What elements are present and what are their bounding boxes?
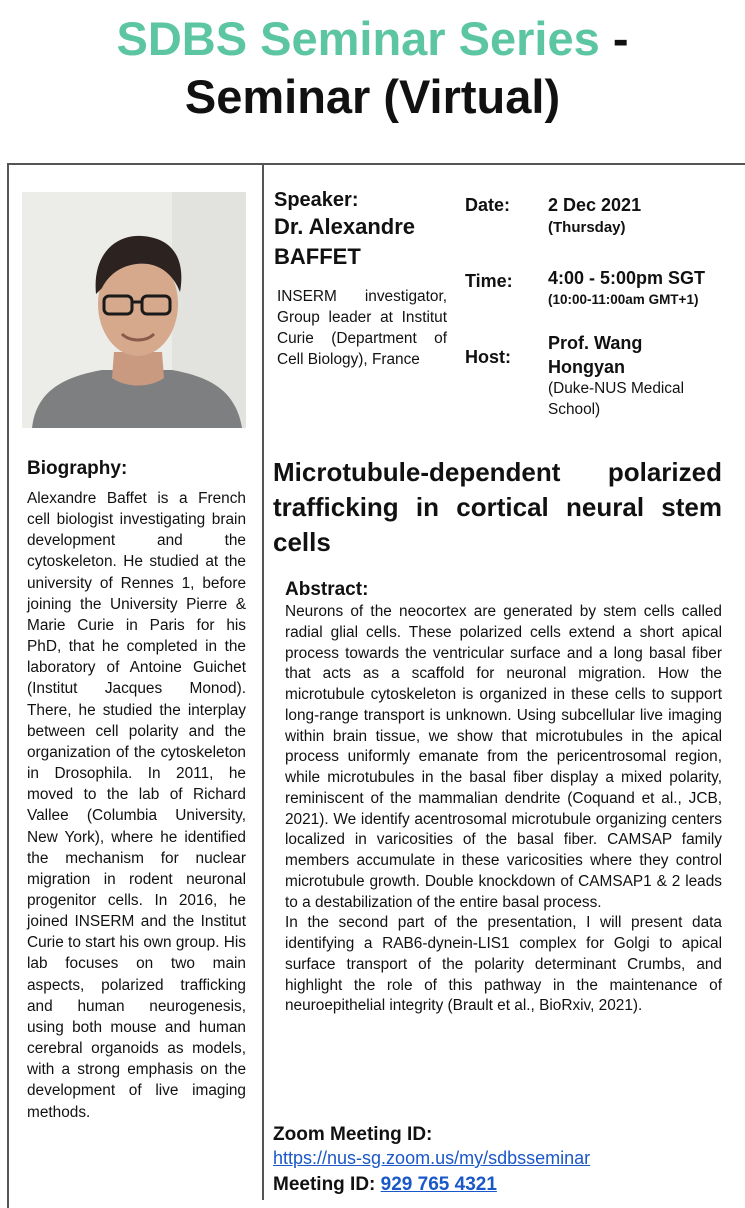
abstract-text <box>285 602 722 1017</box>
speaker-portrait-image <box>22 192 246 428</box>
abstract-paragraph-1: Neurons of the neocortex are generated by stem cells called radial glial cells. These polarized cells extend a short apical process towards the ventricular surface and a long basal fiber that acts as a scaffold for neuronal migration. How the microtubule cytoskeleton is organized in these cells to support long-range transport is unknown. Using subcellular live imaging within brain tissue, we show that microtubules in the apical process uniformly emanate from the pericentrosomal region, while microtubules in the basal fiber display a mixed polarity, reminiscent of the mammalian dendrite (Coquand et al., JCB, 2021). We identify acentrosomal microtubule organizing centers localized in varicosities of the basal fiber. CAMSAP family members accumulate in these varicosities where they control microtubule growth. Double knockdown of CAMSAP1 & 2 leads to a destabilization of the entire basal process. <box>285 603 722 911</box>
date-value: 2 Dec 2021 <box>548 195 642 215</box>
host-label: Host: <box>465 347 511 367</box>
time-alt: (10:00-11:00am GMT+1) <box>548 292 699 307</box>
meeting-id-value[interactable]: 929 765 4321 <box>380 1174 497 1195</box>
abstract-paragraph-2: In the second part of the presentation, I will present data identifying a RAB6-dynein-LIS1 complex for Golgi to apical surface transport of the polarity determinant Crumbs, and highlight the role of this pathway in the maintenance of neuroepithelial integrity (Brault et al., BioRxiv, 2021). <box>285 914 722 1015</box>
meeting-id-label: Meeting ID: <box>273 1174 381 1195</box>
speaker-name: Dr. Alexandre BAFFET <box>274 214 416 269</box>
speaker-label: Speaker: <box>274 189 359 211</box>
time-value: 4:00 - 5:00pm SGT <box>548 268 706 288</box>
column-divider <box>262 163 264 1200</box>
date-label: Date: <box>465 195 511 215</box>
time-label: Time: <box>465 271 513 291</box>
meeting-id-line <box>273 1174 497 1196</box>
talk-title: Microtubule-dependent polarized trafficking in cortical neural stem cells <box>273 457 722 557</box>
speaker-affiliation: INSERM investigator, Group leader at Institut Curie (Department of Cell Biology), France <box>277 288 447 368</box>
biography-heading: Biography: <box>27 458 128 479</box>
host-institution: (Duke-NUS Medical School) <box>548 380 684 418</box>
title-dash: - <box>599 12 629 65</box>
biography-text: Alexandre Baffet is a French cell biologist investigating brain development and the cytoskeleton. He studied at the university of Rennes 1, before joining the University Pierre & Marie Curie in Paris for his PhD, that he completed in the laboratory of Antoine Guichet (Institut Jacques Monod). There, he studied the interplay between cell polarity and the organization of the cytoskeleton in Drosophila. In 2011, he moved to the lab of Richard Vallee (Columbia University, New York), where he identified the mechanism for nuclear migration in rodent neuronal progenitor cells. In 2016, he joined INSERM and the Institut Curie to start his own group. His lab focuses on two main aspects, polarized trafficking and human neurogenesis, using both mouse and human cerebral organoids as models, with a strong emphasis on the development of live imaging methods. <box>27 490 246 1121</box>
zoom-heading: Zoom Meeting ID: <box>273 1124 433 1145</box>
page-title <box>0 10 745 126</box>
speaker-photo <box>22 192 246 428</box>
seminar-subtitle: Seminar (Virtual) <box>184 70 561 123</box>
series-title: SDBS Seminar Series <box>116 12 600 65</box>
host-name: Prof. Wang Hongyan <box>548 333 643 377</box>
date-day: (Thursday) <box>548 219 626 236</box>
abstract-heading: Abstract: <box>285 579 369 600</box>
zoom-link[interactable]: https://nus-sg.zoom.us/my/sdbsseminar <box>273 1148 591 1168</box>
